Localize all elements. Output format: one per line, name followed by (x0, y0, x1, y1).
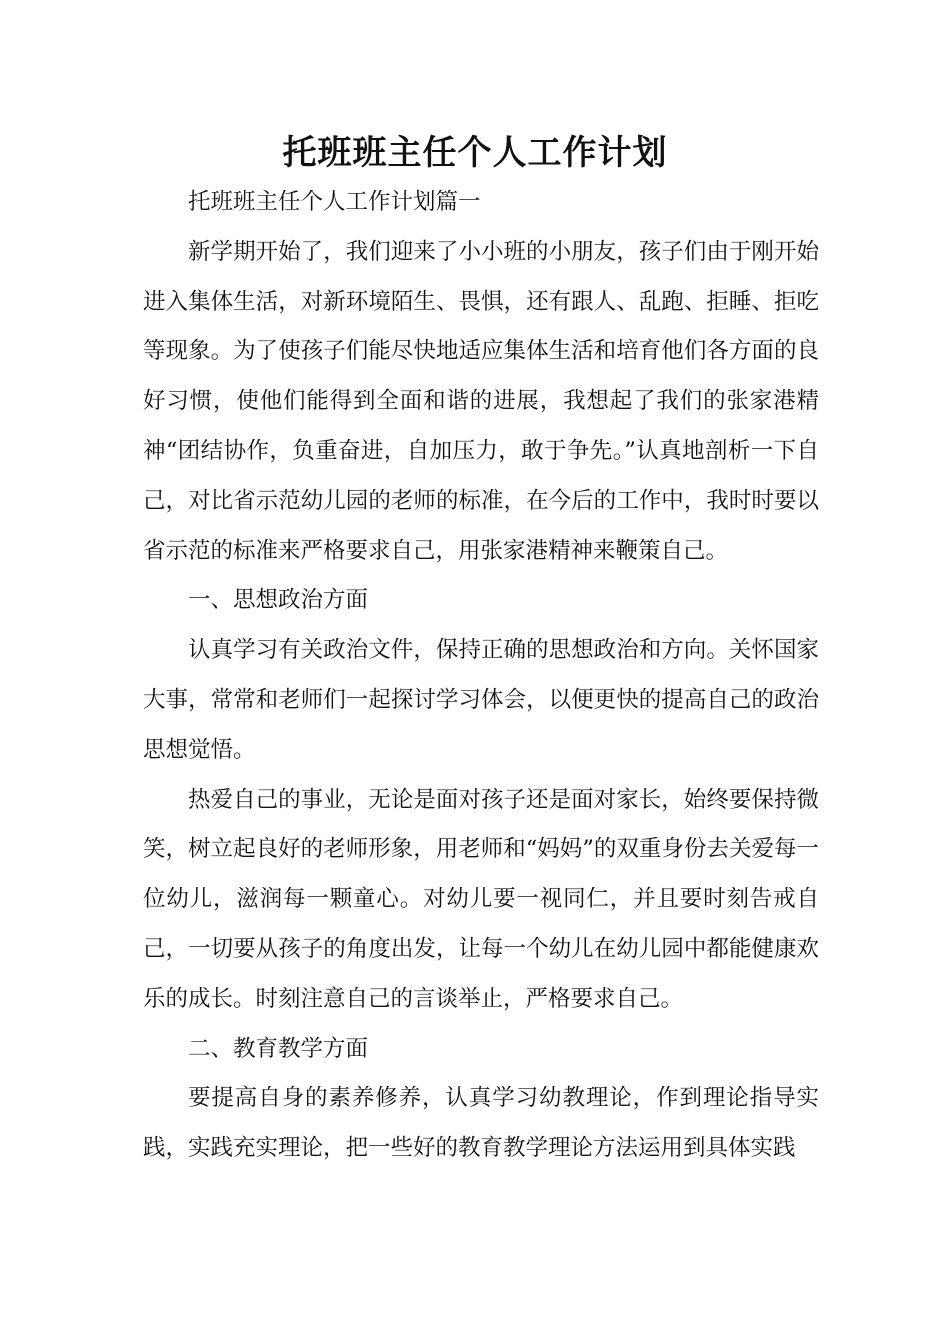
politics-paragraph-2: 热爱自己的事业，无论是面对孩子还是面对家长，始终要保持微笑，树立起良好的老师形象，用老师和“妈妈”的双重身份去关爱每一位幼儿，滋润每一颗童心。对幼儿要一视同仁，并且要时刻告戒自己，一切要从孩子的角度出发，让每一个幼儿在幼儿园中都能健康欢乐的成长。时刻注意自己的言谈举止，严格要求自己。 (143, 786, 819, 1012)
teaching-paragraph-1: 要提高自身的素养修养，认真学习幼教理论，作到理论指导实践，实践充实理论，把一些好的教育教学理论方法运用到具体实践 (143, 1085, 819, 1162)
section-heading-politics: 一、思想政治方面 (188, 587, 369, 614)
document-title: 托班班主任个人工作计划 (282, 133, 668, 173)
intro-paragraph: 新学期开始了，我们迎来了小小班的小朋友，孩子们由于刚开始进入集体生活，对新环境陌生、畏惧，还有跟人、乱跑、拒睡、拒吃等现象。为了使孩子们能尽快地适应集体生活和培育他们各方面的良好习惯，使他们能得到全面和谐的进展，我想起了我们的张家港精神“团结协作，负重奋进，自加压力，敢于争先。”认真地剖析一下自己，对比省示范幼儿园的老师的标准，在今后的工作中，我时时要以省示范的标准来严格要求自己，用张家港精神来鞭策自己。 (143, 238, 819, 564)
subtitle-paragraph: 托班班主任个人工作计划篇一 (188, 189, 481, 215)
politics-paragraph-1: 认真学习有关政治文件，保持正确的思想政治和方向。关怀国家大事，常常和老师们一起探讨学习体会，以便更快的提高自己的政治思想觉悟。 (143, 637, 819, 763)
section-heading-teaching: 二、教育教学方面 (188, 1035, 369, 1062)
document-body (143, 178, 819, 1174)
